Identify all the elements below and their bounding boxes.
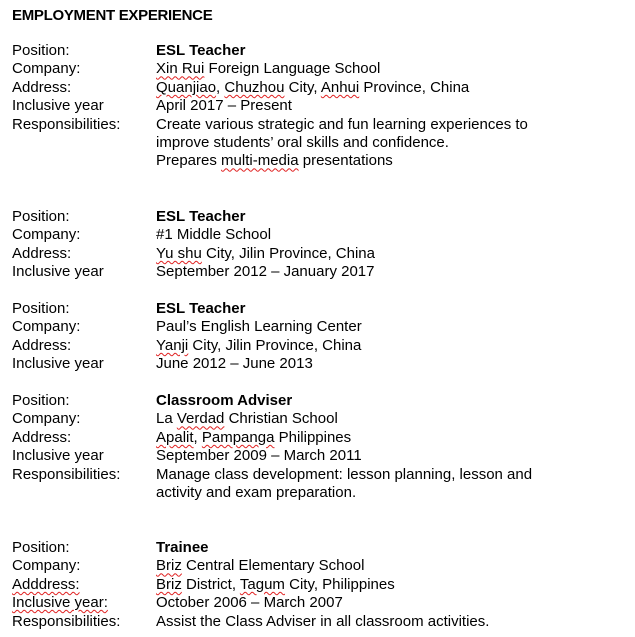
responsibilities-label: Responsibilities: [12, 612, 121, 630]
company-value [156, 410, 338, 428]
responsibilities-value [156, 466, 576, 503]
position-value: ESL Teacher [156, 42, 246, 59]
year-label: Inclusive year: [12, 594, 108, 612]
responsibilities-value: Assist the Class Adviser in all classroom activities. [156, 612, 490, 630]
spelling-flag: Yanji [156, 336, 189, 354]
address-text: District, [181, 575, 240, 593]
address-text: Province, China [359, 78, 470, 96]
spelling-flag: Quanjiao [156, 78, 217, 96]
spelling-flag: multi-media [221, 152, 299, 170]
position-label: Position: [12, 42, 70, 59]
job-entry [0, 42, 635, 170]
year-value: April 2017 – Present [156, 97, 292, 115]
address-value [156, 429, 351, 447]
company-text: Christian School [224, 410, 338, 428]
address-value [156, 245, 375, 263]
company-text: Central Elementary School [181, 557, 365, 575]
address-label: Address: [12, 244, 72, 262]
position-value: Trainee [156, 539, 209, 556]
company-value: #1 Middle School [156, 226, 272, 244]
job-entry [0, 208, 635, 282]
position-label: Position: [12, 539, 70, 556]
address-text: City, Jilin Province, China [188, 336, 362, 354]
company-label: Company: [12, 557, 81, 575]
responsibility-line: Manage class development: lesson planning, lesson and [156, 465, 533, 483]
spelling-flag: Chuzhou [224, 78, 285, 96]
address-text: City, Jilin Province, China [201, 244, 375, 262]
company-text: Foreign Language School [204, 60, 381, 78]
job-entry [0, 539, 635, 631]
address-label: Adddress: [12, 575, 80, 593]
position-value: ESL Teacher [156, 208, 246, 225]
address-value [156, 79, 469, 97]
year-value: June 2012 – June 2013 [156, 355, 313, 373]
year-value: September 2012 – January 2017 [156, 263, 375, 281]
address-text: City, [284, 78, 321, 96]
responsibilities-label: Responsibilities: [12, 465, 121, 483]
spelling-flag: Briz [156, 575, 182, 593]
position-value: Classroom Adviser [156, 392, 293, 409]
company-text: La [156, 410, 177, 428]
responsibilities-label: Responsibilities: [12, 115, 121, 133]
responsibility-line: improve students’ oral skills and confidence. [156, 133, 449, 151]
company-value [156, 60, 380, 78]
company-label: Company: [12, 318, 81, 336]
year-value: October 2006 – March 2007 [156, 594, 343, 612]
address-value [156, 337, 361, 355]
position-label: Position: [12, 300, 70, 317]
responsibility-line: Create various strategic and fun learning experiences to [156, 115, 528, 133]
responsibilities-value [156, 116, 576, 171]
address-text: Philippines [274, 428, 352, 446]
company-label: Company: [12, 60, 81, 78]
address-label: Address: [12, 78, 72, 96]
address-text: , [216, 78, 225, 96]
position-value: ESL Teacher [156, 300, 246, 317]
company-label: Company: [12, 410, 81, 428]
year-label: Inclusive year [12, 447, 104, 465]
spelling-flag: Pampanga [201, 428, 275, 446]
spelling-flag: Yu shu [156, 244, 202, 262]
section-title: EMPLOYMENT EXPERIENCE [12, 7, 213, 24]
spelling-flag: Xin Rui [156, 60, 205, 78]
company-label: Company: [12, 226, 81, 244]
company-value [156, 557, 364, 575]
spelling-flag: Anhui [320, 78, 360, 96]
responsibility-line: activity and exam preparation. [156, 483, 357, 501]
spelling-flag: Apalit [156, 428, 194, 446]
address-label: Address: [12, 336, 72, 354]
spelling-flag: Briz [156, 557, 182, 575]
address-text: City, Philippines [284, 575, 395, 593]
position-label: Position: [12, 392, 70, 409]
year-label: Inclusive year [12, 97, 104, 115]
spelling-flag: Tagum [239, 575, 285, 593]
spelling-flag: Verdad [176, 410, 225, 428]
responsibility-text: presentations [298, 152, 393, 170]
address-label: Address: [12, 428, 72, 446]
responsibility-line [156, 152, 576, 170]
job-entry [0, 392, 635, 501]
address-value [156, 576, 395, 594]
year-label: Inclusive year [12, 263, 104, 281]
position-label: Position: [12, 208, 70, 225]
year-value: September 2009 – March 2011 [156, 447, 362, 465]
job-entry [0, 300, 635, 374]
company-value: Paul’s English Learning Center [156, 318, 362, 336]
responsibility-text: Prepares [156, 152, 222, 170]
address-text: , [193, 428, 202, 446]
year-label: Inclusive year [12, 355, 104, 373]
